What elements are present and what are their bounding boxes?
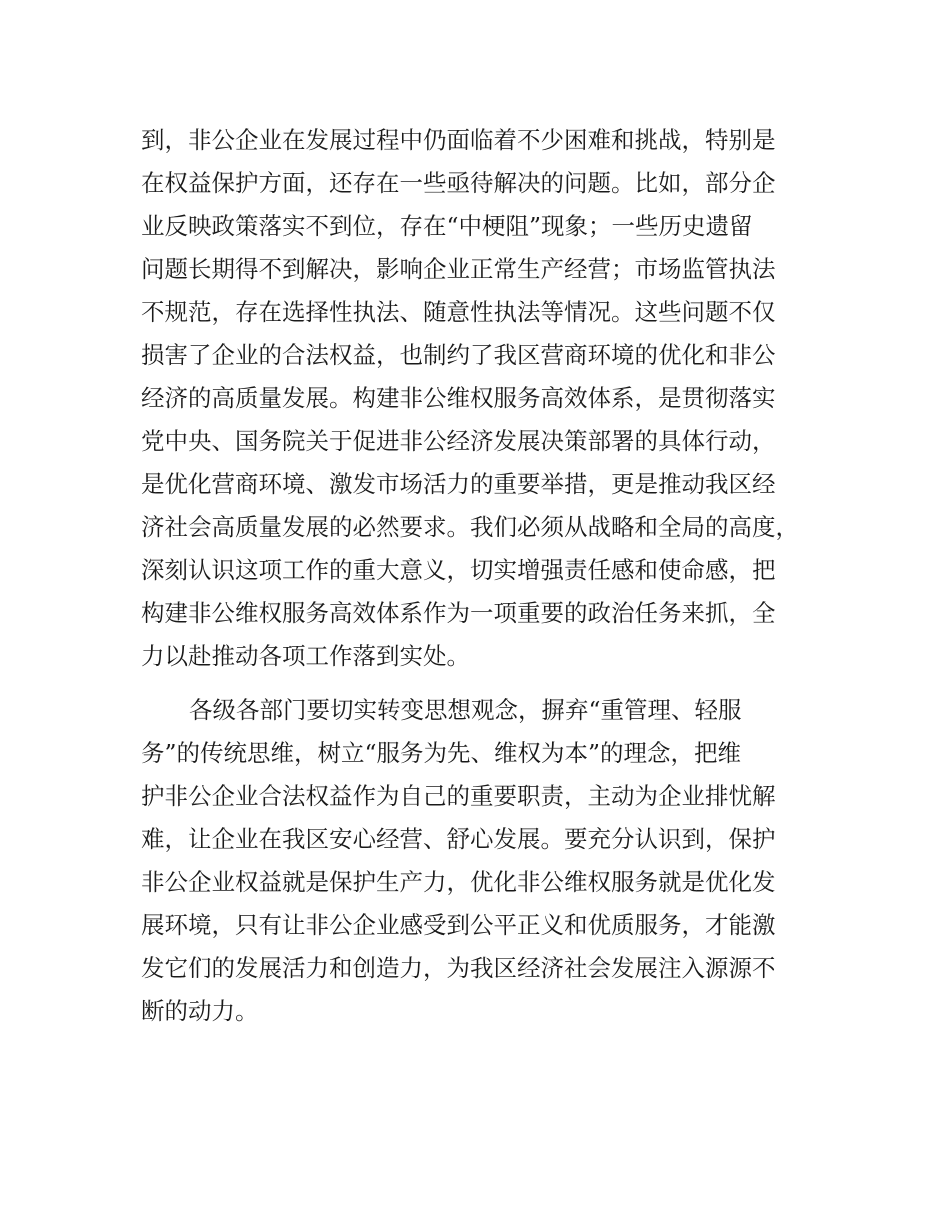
- paragraph-2-line-3: 护非公企业合法权益作为自己的重要职责，主动为企业排忧解: [141, 782, 776, 810]
- paragraph-2-line-2: 务”的传统思维，树立“服务为先、维权为本”的理念，把维: [141, 739, 742, 767]
- paragraph-1-line-7: 经济的高质量发展。构建非公维权服务高效体系，是贯彻落实: [141, 384, 776, 412]
- paragraph-1-line-2: 在权益保护方面，还存在一些亟待解决的问题。比如，部分企: [141, 169, 776, 197]
- paragraph-1-line-1: 到，非公企业在发展过程中仍面临着不少困难和挑战，特别是: [141, 126, 776, 154]
- paragraph-1-line-4: 问题长期得不到解决，影响企业正常生产经营；市场监管执法: [141, 255, 776, 283]
- paragraph-2-line-6: 展环境，只有让非公企业感受到公平正义和优质服务，才能激: [141, 911, 776, 939]
- paragraph-1-line-8: 党中央、国务院关于促进非公经济发展决策部署的具体行动，: [141, 427, 776, 455]
- paragraph-1-line-10: 济社会高质量发展的必然要求。我们必须从战略和全局的高度，: [141, 513, 799, 541]
- paragraph-1-line-12: 构建非公维权服务高效体系作为一项重要的政治任务来抓，全: [141, 599, 776, 627]
- paragraph-1-line-3: 业反映政策落实不到位，存在“中梗阻”现象；一些历史遗留: [141, 212, 753, 240]
- paragraph-1-line-5: 不规范，存在选择性执法、随意性执法等情况。这些问题不仅: [141, 298, 776, 326]
- paragraph-2-line-8: 断的动力。: [141, 997, 259, 1025]
- paragraph-2-line-7: 发它们的发展活力和创造力，为我区经济社会发展注入源源不: [141, 954, 776, 982]
- paragraph-1-line-6: 损害了企业的合法权益，也制约了我区营商环境的优化和非公: [141, 341, 776, 369]
- paragraph-1-line-11: 深刻认识这项工作的重大意义，切实增强责任感和使命感，把: [141, 556, 776, 584]
- paragraph-1-line-13: 力以赴推动各项工作落到实处。: [141, 642, 470, 670]
- paragraph-2-line-4: 难，让企业在我区安心经营、舒心发展。要充分认识到，保护: [141, 825, 776, 853]
- paragraph-2-line-5: 非公企业权益就是保护生产力，优化非公维权服务就是优化发: [141, 868, 776, 896]
- paragraph-2-line-1: 各级各部门要切实转变思想观念，摒弃“重管理、轻服: [189, 696, 742, 724]
- paragraph-1-line-9: 是优化营商环境、激发市场活力的重要举措，更是推动我区经: [141, 470, 776, 498]
